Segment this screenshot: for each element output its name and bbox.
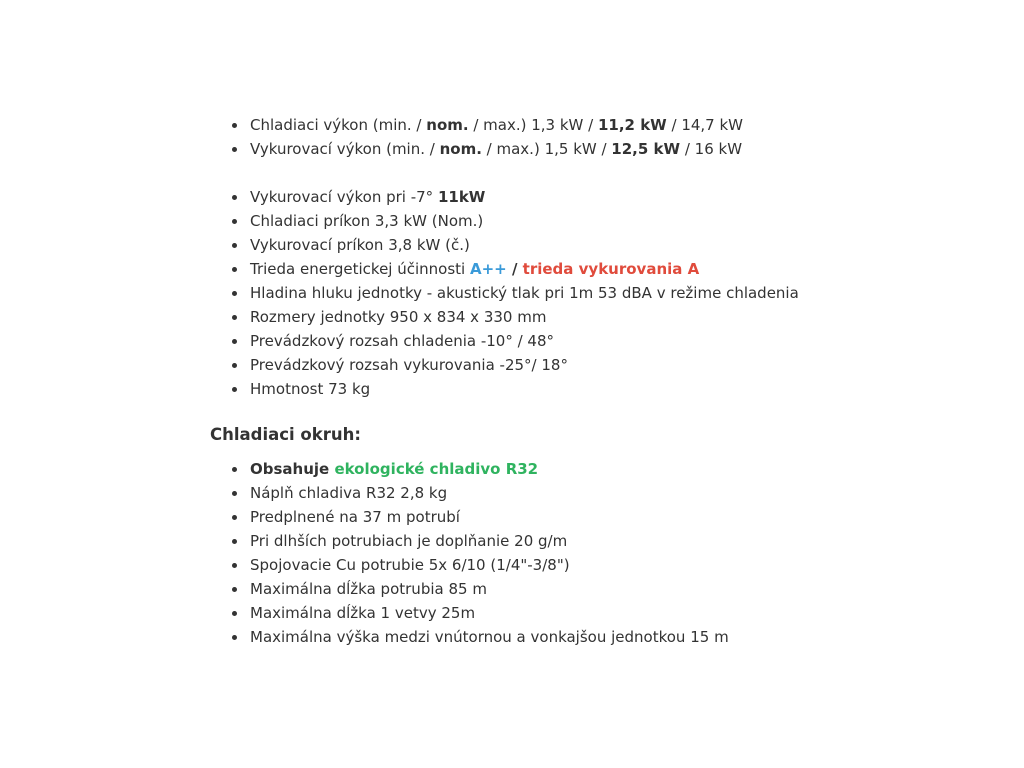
spec-cooling-range: Prevádzkový rozsah chladenia -10° / 48° [210, 329, 990, 353]
circuit-list [210, 457, 990, 649]
spec-nom-value: 12,5 kW [611, 140, 681, 158]
spec-nom-value: 11,2 kW [597, 116, 667, 134]
heating-class-badge: trieda vykurovania A [522, 260, 700, 278]
spec-weight: Hmotnost 73 kg [210, 377, 990, 401]
spec-text: / max.) 1,5 kW / [481, 140, 612, 158]
circuit-item: Predplnené na 37 m potrubí [210, 505, 990, 529]
spec-cooling-power [210, 113, 990, 137]
spec-label: Obsahuje [250, 460, 335, 478]
circuit-item: Maximálna dĺžka 1 vetvy 25m [210, 601, 990, 625]
section-heading-cooling-circuit: Chladiaci okruh: [210, 425, 361, 444]
spec-text: Vykurovací výkon (min. / [250, 140, 440, 158]
circuit-contains [210, 457, 990, 481]
spec-noise: Hladina hluku jednotky - akustický tlak pri 1m 53 dBA v režime chladenia [210, 281, 990, 305]
circuit-item: Spojovacie Cu potrubie 5x 6/10 (1/4"-3/8") [210, 553, 990, 577]
spec-list-power [210, 113, 990, 161]
separator: / [506, 260, 523, 278]
spacer [210, 161, 990, 185]
circuit-item: Maximálna výška medzi vnútornou a vonkajšou jednotkou 15 m [210, 625, 990, 649]
spec-list-details [210, 185, 990, 401]
spacer [210, 447, 990, 457]
spec-heating-power-minus7 [210, 185, 990, 209]
spec-nom-label: nom. [439, 140, 482, 158]
spec-heating-range: Prevádzkový rozsah vykurovania -25°/ 18° [210, 353, 990, 377]
spec-cooling-input: Chladiaci príkon 3,3 kW (Nom.) [210, 209, 990, 233]
spec-text: Trieda energetickej účinnosti [250, 260, 470, 278]
spec-dimensions: Rozmery jednotky 950 x 834 x 330 mm [210, 305, 990, 329]
spec-text: / 16 kW [680, 140, 743, 158]
spec-text: Chladiaci výkon (min. / [250, 116, 427, 134]
spacer [210, 401, 990, 423]
spec-nom-label: nom. [426, 116, 469, 134]
circuit-item: Pri dlhších potrubiach je doplňanie 20 g/m [210, 529, 990, 553]
refrigerant-highlight: ekologické chladivo R32 [334, 460, 539, 478]
spec-heating-input: Vykurovací príkon 3,8 kW (č.) [210, 233, 990, 257]
spec-energy-class [210, 257, 990, 281]
circuit-item: Náplň chladiva R32 2,8 kg [210, 481, 990, 505]
spec-text: / max.) 1,3 kW / [468, 116, 598, 134]
circuit-item: Maximálna dĺžka potrubia 85 m [210, 577, 990, 601]
spec-text: Vykurovací výkon pri -7° [250, 188, 438, 206]
cooling-class-badge: A++ [469, 260, 507, 278]
spec-value: 11kW [437, 188, 486, 206]
spec-text: / 14,7 kW [666, 116, 744, 134]
spec-heating-power [210, 137, 990, 161]
product-spec-content [210, 113, 990, 649]
